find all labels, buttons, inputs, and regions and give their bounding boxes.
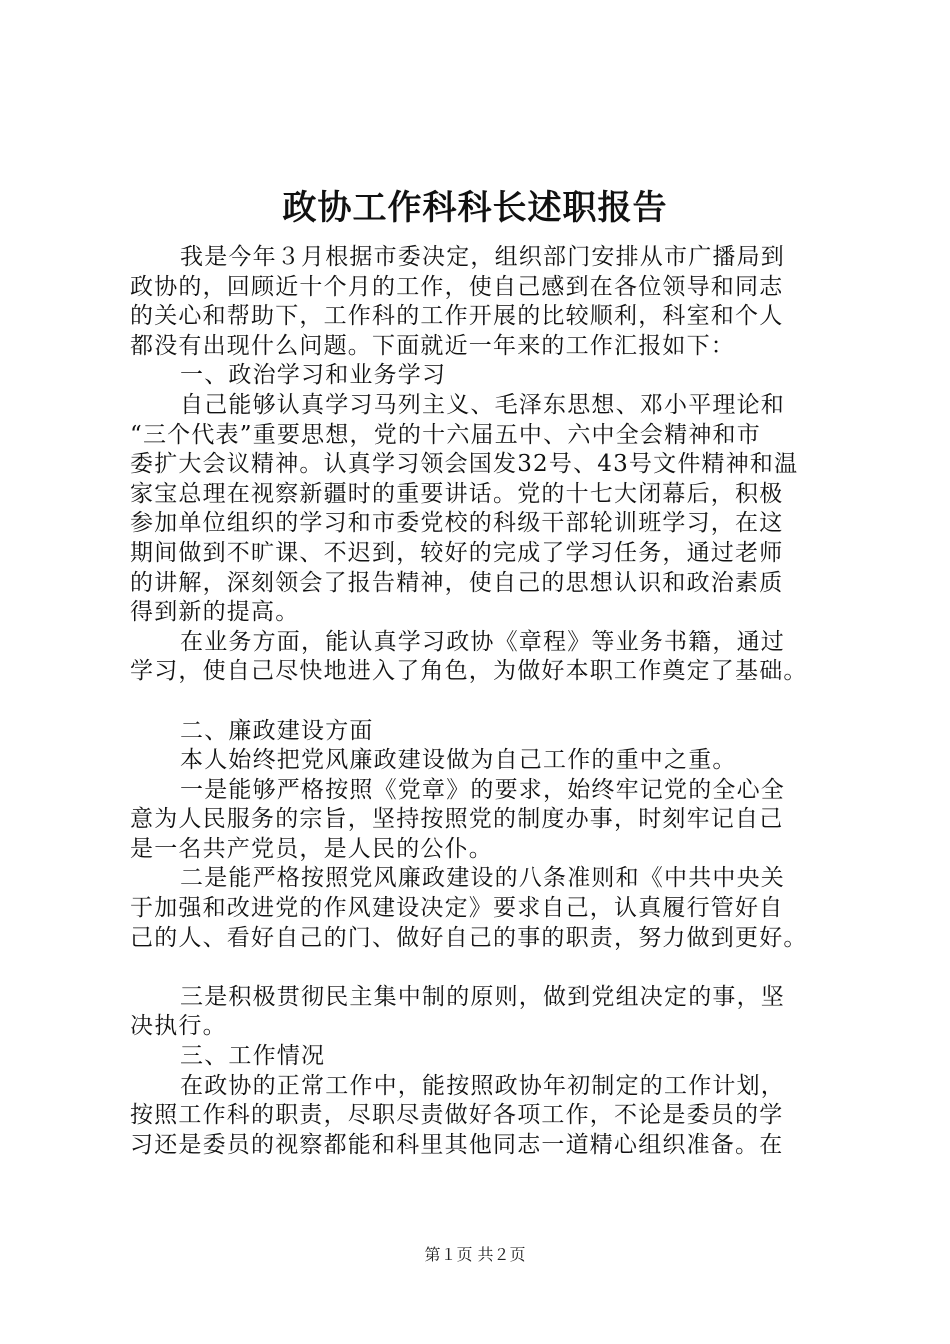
- document-body: [130, 243, 852, 1160]
- body-line: 按照工作科的职责，尽职尽责做好各项工作，不论是委员的学: [130, 1102, 784, 1129]
- body-line: 我是今年３月根据市委决定，组织部门安排从市广播局到: [180, 244, 785, 270]
- body-line: 决执行。: [130, 1013, 227, 1040]
- section-heading: 一、政治学习和业务学习: [180, 362, 447, 389]
- body-line: 政协的，回顾近十个月的工作，使自己感到在各位领导和同志: [130, 273, 784, 300]
- section-heading: 二、廉政建设方面: [180, 717, 374, 744]
- body-line: 在业务方面，能认真学习政协《章程》等业务书籍，通过: [180, 628, 785, 655]
- body-line: 都没有出现什么问题。下面就近一年来的工作汇报如下：: [130, 332, 735, 359]
- section-heading: 三、工作情况: [180, 1043, 326, 1070]
- body-line: 委扩大会议精神。认真学习领会国发32号、43号文件精神和温: [130, 451, 799, 478]
- body-line: 意为人民服务的宗旨，坚持按照党的制度办事，时刻牢记自己: [130, 806, 784, 833]
- body-line: 参加单位组织的学习和市委党校的科级干部轮训班学习，在这: [130, 510, 784, 537]
- body-line: 自己能够认真学习马列主义、毛泽东思想、邓小平理论和: [180, 391, 785, 418]
- body-line: 习还是委员的视察都能和科里其他同志一道精心组织准备。在: [130, 1131, 784, 1158]
- body-line: 在政协的正常工作中，能按照政协年初制定的工作计划，: [180, 1072, 785, 1099]
- body-line: 家宝总理在视察新疆时的重要讲话。党的十七大闭幕后，积极: [130, 480, 784, 507]
- body-line: 一是能够严格按照《党章》的要求，始终牢记党的全心全: [180, 776, 785, 803]
- body-line: 的讲解，深刻领会了报告精神，使自己的思想认识和政治素质: [130, 569, 784, 596]
- body-line: “三个代表”重要思想，党的十六届五中、六中全会精神和市: [130, 421, 761, 448]
- body-line: 得到新的提高。: [130, 599, 300, 626]
- body-line: 的关心和帮助下，工作科的工作开展的比较顺利，科室和个人: [130, 303, 784, 330]
- body-line: 期间做到不旷课、不迟到，较好的完成了学习任务，通过老师: [130, 539, 784, 566]
- page-number-footer: 第１页 共２页: [424, 1245, 526, 1264]
- body-line: 己的人、看好自己的门、做好自己的事的职责，努力做到更好。: [130, 924, 808, 951]
- blank-line: [130, 953, 852, 983]
- body-line: 三是积极贯彻民主集中制的原则，做到党组决定的事，坚: [180, 983, 785, 1010]
- body-line: 于加强和改进党的作风建设决定》要求自己，认真履行管好自: [130, 895, 784, 922]
- body-line: 学习，使自己尽快地进入了角色，为做好本职工作奠定了基础。: [130, 658, 808, 685]
- document-title: 政协工作科科长述职报告: [282, 188, 668, 228]
- blank-line: [130, 687, 852, 717]
- body-line: 是一名共产党员，是人民的公仆。: [130, 835, 493, 862]
- body-line: 本人始终把党风廉政建设做为自己工作的重中之重。: [180, 747, 737, 774]
- body-line: 二是能严格按照党风廉政建设的八条准则和《中共中央关: [180, 865, 785, 892]
